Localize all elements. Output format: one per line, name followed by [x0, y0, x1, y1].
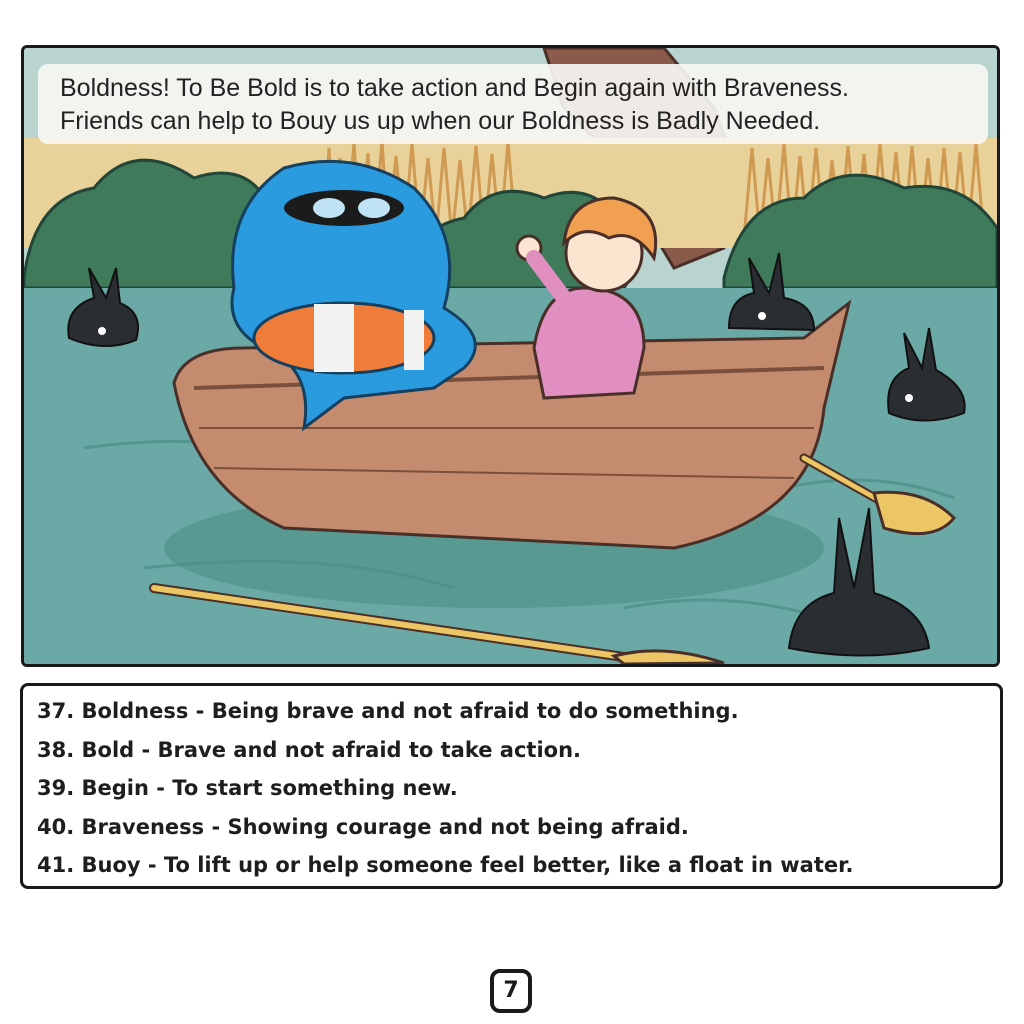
vocab-item-boldness: 37. Boldness - Being brave and not afraid to do something. [37, 699, 739, 723]
illustration-panel [21, 45, 1000, 667]
caption-line-1: Boldness! To Be Bold is to take action and Begin again with Braveness. [60, 74, 849, 102]
page-number: 7 [490, 969, 532, 1013]
vocab-item-bold: 38. Bold - Brave and not afraid to take action. [37, 737, 582, 762]
vocab-item-braveness: 40. Braveness - Showing courage and not being afraid. [37, 814, 689, 839]
vocab-item-begin: 39. Begin - To start something new. [37, 776, 458, 800]
caption-box [38, 64, 988, 144]
vocabulary-box [20, 683, 1003, 889]
vocab-item-buoy: 41. Buoy - To lift up or help someone feel better, like a float in water. [37, 853, 854, 877]
caption-line-2: Friends can help to Bouy us up when our Boldness is Badly Needed. [60, 107, 821, 135]
